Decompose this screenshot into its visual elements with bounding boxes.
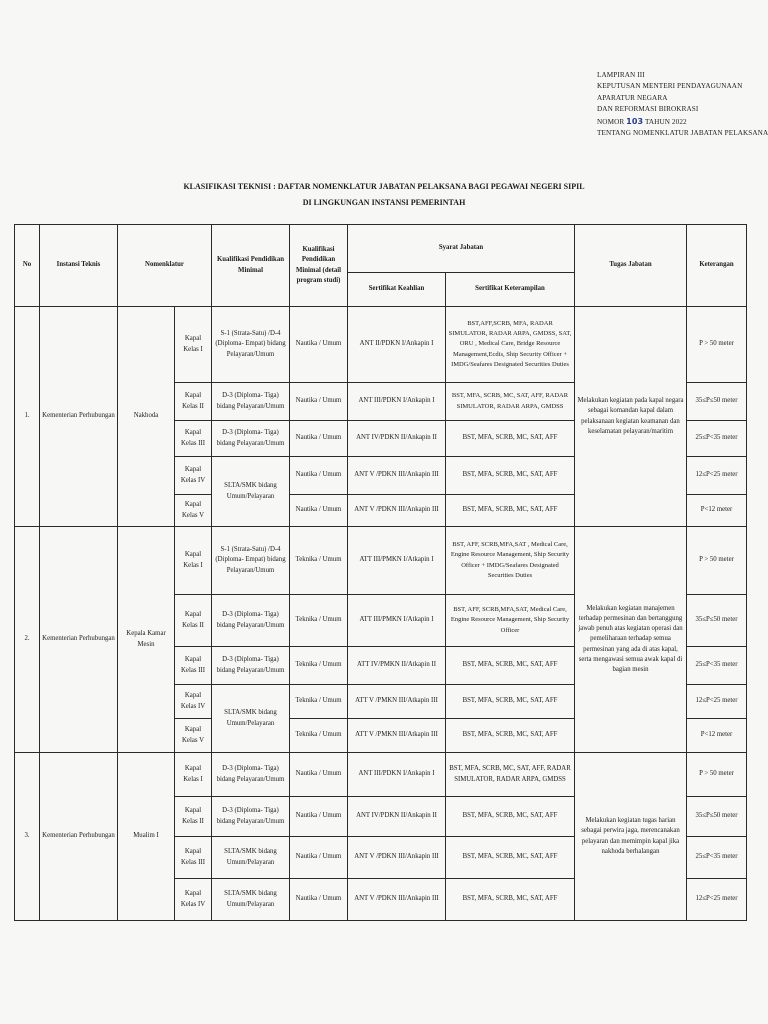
row-kelas: Kapal Kelas IV — [175, 685, 212, 719]
document-title — [0, 179, 768, 211]
row-keahlian: ANT III/PDKN I/Ankapin I — [348, 383, 446, 421]
header-tugas: Tugas Jabatan — [575, 225, 687, 307]
row-keterampilan: BST, MFA, SCRB, MC, SAT, AFF — [446, 879, 575, 921]
header-line: LAMPIRAN III — [597, 71, 645, 79]
row-kelas: Kapal Kelas II — [175, 595, 212, 647]
row-detail: Nautika / Umum — [290, 495, 348, 527]
row-pendidikan: D-3 (Diploma- Tiga) bidang Pelayaran/Umum — [212, 383, 290, 421]
row-keahlian: ATT III/PMKN I/Atkapin I — [348, 527, 446, 595]
header-line: KEPUTUSAN MENTERI PENDAYAGUNAAN — [597, 82, 743, 91]
nomor-prefix: NOMOR — [597, 117, 625, 126]
row-keterangan: P > 50 meter — [687, 307, 747, 383]
row-detail: Nautika / Umum — [290, 797, 348, 837]
row-detail: Teknika / Umum — [290, 719, 348, 753]
nomor-handwritten-value: 103 — [626, 116, 644, 126]
row-keahlian: ANT III/PDKN I/Ankapin I — [348, 753, 446, 797]
row-keterampilan: BST, MFA, SCRB, MC, SAT, AFF, RADAR SIMULATOR, RADAR ARPA, GMDSS — [446, 753, 575, 797]
header-tentang: TENTANG NOMENKLATUR JABATAN PELAKSANA — [597, 129, 768, 138]
row-pendidikan: D-3 (Diploma- Tiga) bidang Pelayaran/Umum — [212, 797, 290, 837]
row-pendidikan: D-3 (Diploma- Tiga) bidang Pelayaran/Umum — [212, 753, 290, 797]
title-line-1: KLASIFIKASI TEKNISI : DAFTAR NOMENKLATUR JABATAN PELAKSANA BAGI PEGAWAI NEGERI SIPIL — [183, 182, 585, 191]
row-pendidikan: S-1 (Strata-Satu) /D-4 (Diploma- Empat) bidang Pelayaran/Umum — [212, 527, 290, 595]
row-keterangan: 12≤P<25 meter — [687, 685, 747, 719]
row-detail: Teknika / Umum — [290, 527, 348, 595]
row-keahlian: ATT V /PMKN III/Atkapin III — [348, 685, 446, 719]
table-row — [15, 307, 747, 383]
row-keahlian: ATT V /PMKN III/Atkapin III — [348, 719, 446, 753]
row-kelas: Kapal Kelas II — [175, 383, 212, 421]
row-keterangan: 35≤P≤50 meter — [687, 383, 747, 421]
row-kelas: Kapal Kelas III — [175, 647, 212, 685]
row-keterangan: P<12 meter — [687, 495, 747, 527]
row-pendidikan: D-3 (Diploma- Tiga) bidang Pelayaran/Umum — [212, 421, 290, 457]
row-detail: Nautika / Umum — [290, 421, 348, 457]
row-no: 2. — [15, 527, 40, 753]
row-nomenklatur: Nakhoda — [118, 307, 175, 527]
header-kualifikasi: Kualifikasi Pendidikan Minimal — [212, 225, 290, 307]
row-detail: Nautika / Umum — [290, 307, 348, 383]
row-detail: Nautika / Umum — [290, 837, 348, 879]
header-sertifikat-keterampilan: Sertifikat Keterampilan — [446, 273, 575, 307]
row-keterangan: 12≤P<25 meter — [687, 457, 747, 495]
row-keahlian: ATT IV/PMKN II/Atkapin II — [348, 647, 446, 685]
nomenclature-table — [14, 224, 747, 921]
row-keahlian: ANT IV/PDKN II/Ankapin II — [348, 797, 446, 837]
row-tugas: Melakukan kegiatan manajemen terhadap permesinan dan bertanggung jawab penuh atas kegiatan operasi dan pemeliharaan terhadap semua permesinan yang ada di atas kapal, serta mengawasi semua awak kapal di bagian mesin — [575, 527, 687, 753]
row-detail: Teknika / Umum — [290, 685, 348, 719]
row-detail: Teknika / Umum — [290, 647, 348, 685]
row-keahlian: ANT V /PDKN III/Ankapin III — [348, 457, 446, 495]
row-instansi: Kementerian Perhubungan — [40, 753, 118, 921]
row-kelas: Kapal Kelas I — [175, 527, 212, 595]
row-keterangan: 25≤P<35 meter — [687, 837, 747, 879]
row-keterangan: P > 50 meter — [687, 753, 747, 797]
header-instansi: Instansi Teknis — [40, 225, 118, 307]
header-sertifikat-keahlian: Sertifikat Keahlian — [348, 273, 446, 307]
row-keahlian: ANT V /PDKN III/Ankapin III — [348, 879, 446, 921]
row-pendidikan: SLTA/SMK bidang Umum/Pelayaran — [212, 879, 290, 921]
row-keterampilan: BST, AFF, SCRB,MFA,SAT, Medical Care, Engine Resource Management, Ship Security Officer — [446, 595, 575, 647]
row-nomenklatur: Kepala Kamar Mesin — [118, 527, 175, 753]
row-kelas: Kapal Kelas III — [175, 837, 212, 879]
row-no: 3. — [15, 753, 40, 921]
row-detail: Nautika / Umum — [290, 457, 348, 495]
row-instansi: Kementerian Perhubungan — [40, 527, 118, 753]
row-kelas: Kapal Kelas V — [175, 719, 212, 753]
row-pendidikan: SLTA/SMK bidang Umum/Pelayaran — [212, 457, 290, 527]
row-detail: Nautika / Umum — [290, 753, 348, 797]
row-kelas: Kapal Kelas V — [175, 495, 212, 527]
row-keahlian: ANT V /PDKN III/Ankapin III — [348, 495, 446, 527]
table-row — [15, 527, 747, 595]
row-keterampilan: BST,AFF,SCRB, MFA, RADAR SIMULATOR, RADAR ARPA, GMDSS, SAT, ORU , Medical Care, Bridge Resource Management,Ecdis, Ship Security Officer + IMDG/Seafares Designated Securities Duties — [446, 307, 575, 383]
row-nomenklatur: Mualim I — [118, 753, 175, 921]
row-pendidikan: D-3 (Diploma- Tiga) bidang Pelayaran/Umum — [212, 647, 290, 685]
row-keterangan: 35≤P≤50 meter — [687, 595, 747, 647]
row-keterangan: 35≤P≤50 meter — [687, 797, 747, 837]
row-tugas: Melakukan kegiatan tugas harian sebagai perwira jaga, merencanakan pelayaran dan memimpin kapal jika nakhoda berhalangan — [575, 753, 687, 921]
row-pendidikan: SLTA/SMK bidang Umum/Pelayaran — [212, 837, 290, 879]
row-keahlian: ANT IV/PDKN II/Ankapin II — [348, 421, 446, 457]
row-keahlian: ANT II/PDKN I/Ankapin I — [348, 307, 446, 383]
row-keterangan: P > 50 meter — [687, 527, 747, 595]
row-detail: Nautika / Umum — [290, 879, 348, 921]
row-keterangan: P<12 meter — [687, 719, 747, 753]
row-kelas: Kapal Kelas II — [175, 797, 212, 837]
nomor-suffix: TAHUN 2022 — [644, 117, 687, 126]
row-keterampilan: BST, MFA, SCRB, MC, SAT, AFF — [446, 837, 575, 879]
row-keterampilan: BST, MFA, SCRB, MC, SAT, AFF — [446, 421, 575, 457]
row-instansi: Kementerian Perhubungan — [40, 307, 118, 527]
row-kelas: Kapal Kelas III — [175, 421, 212, 457]
header-no: No — [15, 225, 40, 307]
row-detail: Teknika / Umum — [290, 595, 348, 647]
row-keterampilan: BST, MFA, SCRB, MC, SAT, AFF, RADAR SIMULATOR, RADAR ARPA, GMDSS — [446, 383, 575, 421]
row-keterampilan: BST, MFA, SCRB, MC, SAT, AFF — [446, 457, 575, 495]
header-line: DAN REFORMASI BIROKRASI — [597, 105, 699, 114]
row-keterangan: 25≤P<35 meter — [687, 421, 747, 457]
header-nomenklatur: Nomenklatur — [118, 225, 212, 307]
row-pendidikan: S-1 (Strata-Satu) /D-4 (Diploma- Empat) bidang Pelayaran/Umum — [212, 307, 290, 383]
header-nomor — [597, 116, 762, 128]
header-keterangan: Keterangan — [687, 225, 747, 307]
row-keahlian: ANT V /PDKN III/Ankapin III — [348, 837, 446, 879]
row-keterampilan: BST, MFA, SCRB, MC, SAT, AFF — [446, 797, 575, 837]
row-detail: Nautika / Umum — [290, 383, 348, 421]
lampiran-header — [597, 70, 768, 139]
row-keterampilan: BST, MFA, SCRB, MC, SAT, AFF — [446, 647, 575, 685]
row-keterampilan: BST, AFF, SCRB,MFA,SAT , Medical Care, Engine Resource Management, Ship Security Officer + IMDG/Seafares Designated Securities Duties — [446, 527, 575, 595]
row-keahlian: ATT III/PMKN I/Atkapin I — [348, 595, 446, 647]
row-kelas: Kapal Kelas I — [175, 753, 212, 797]
title-line-2: DI LINGKUNGAN INSTANSI PEMERINTAH — [302, 198, 466, 207]
row-keterampilan: BST, MFA, SCRB, MC, SAT, AFF — [446, 685, 575, 719]
row-tugas: Melakukan kegiatan pada kapal negara sebagai komandan kapal dalam pelaksanaan kegiatan keamanan dan keselamatan pelayaran/maritim — [575, 307, 687, 527]
row-keterampilan: BST, MFA, SCRB, MC, SAT, AFF — [446, 495, 575, 527]
row-keterangan: 25≤P<35 meter — [687, 647, 747, 685]
row-keterampilan: BST, MFA, SCRB, MC, SAT, AFF — [446, 719, 575, 753]
row-pendidikan: SLTA/SMK bidang Umum/Pelayaran — [212, 685, 290, 753]
row-kelas: Kapal Kelas IV — [175, 457, 212, 495]
header-syarat-jabatan: Syarat Jabatan — [348, 225, 575, 273]
row-kelas: Kapal Kelas I — [175, 307, 212, 383]
row-keterangan: 12≤P<25 meter — [687, 879, 747, 921]
table-row — [15, 753, 747, 797]
header-line: APARATUR NEGARA — [597, 93, 668, 102]
row-no: 1. — [15, 307, 40, 527]
row-kelas: Kapal Kelas IV — [175, 879, 212, 921]
row-pendidikan: D-3 (Diploma- Tiga) bidang Pelayaran/Umum — [212, 595, 290, 647]
header-kualifikasi-detail: Kualifikasi Pendidikan Minimal (detail program studi) — [290, 225, 348, 307]
